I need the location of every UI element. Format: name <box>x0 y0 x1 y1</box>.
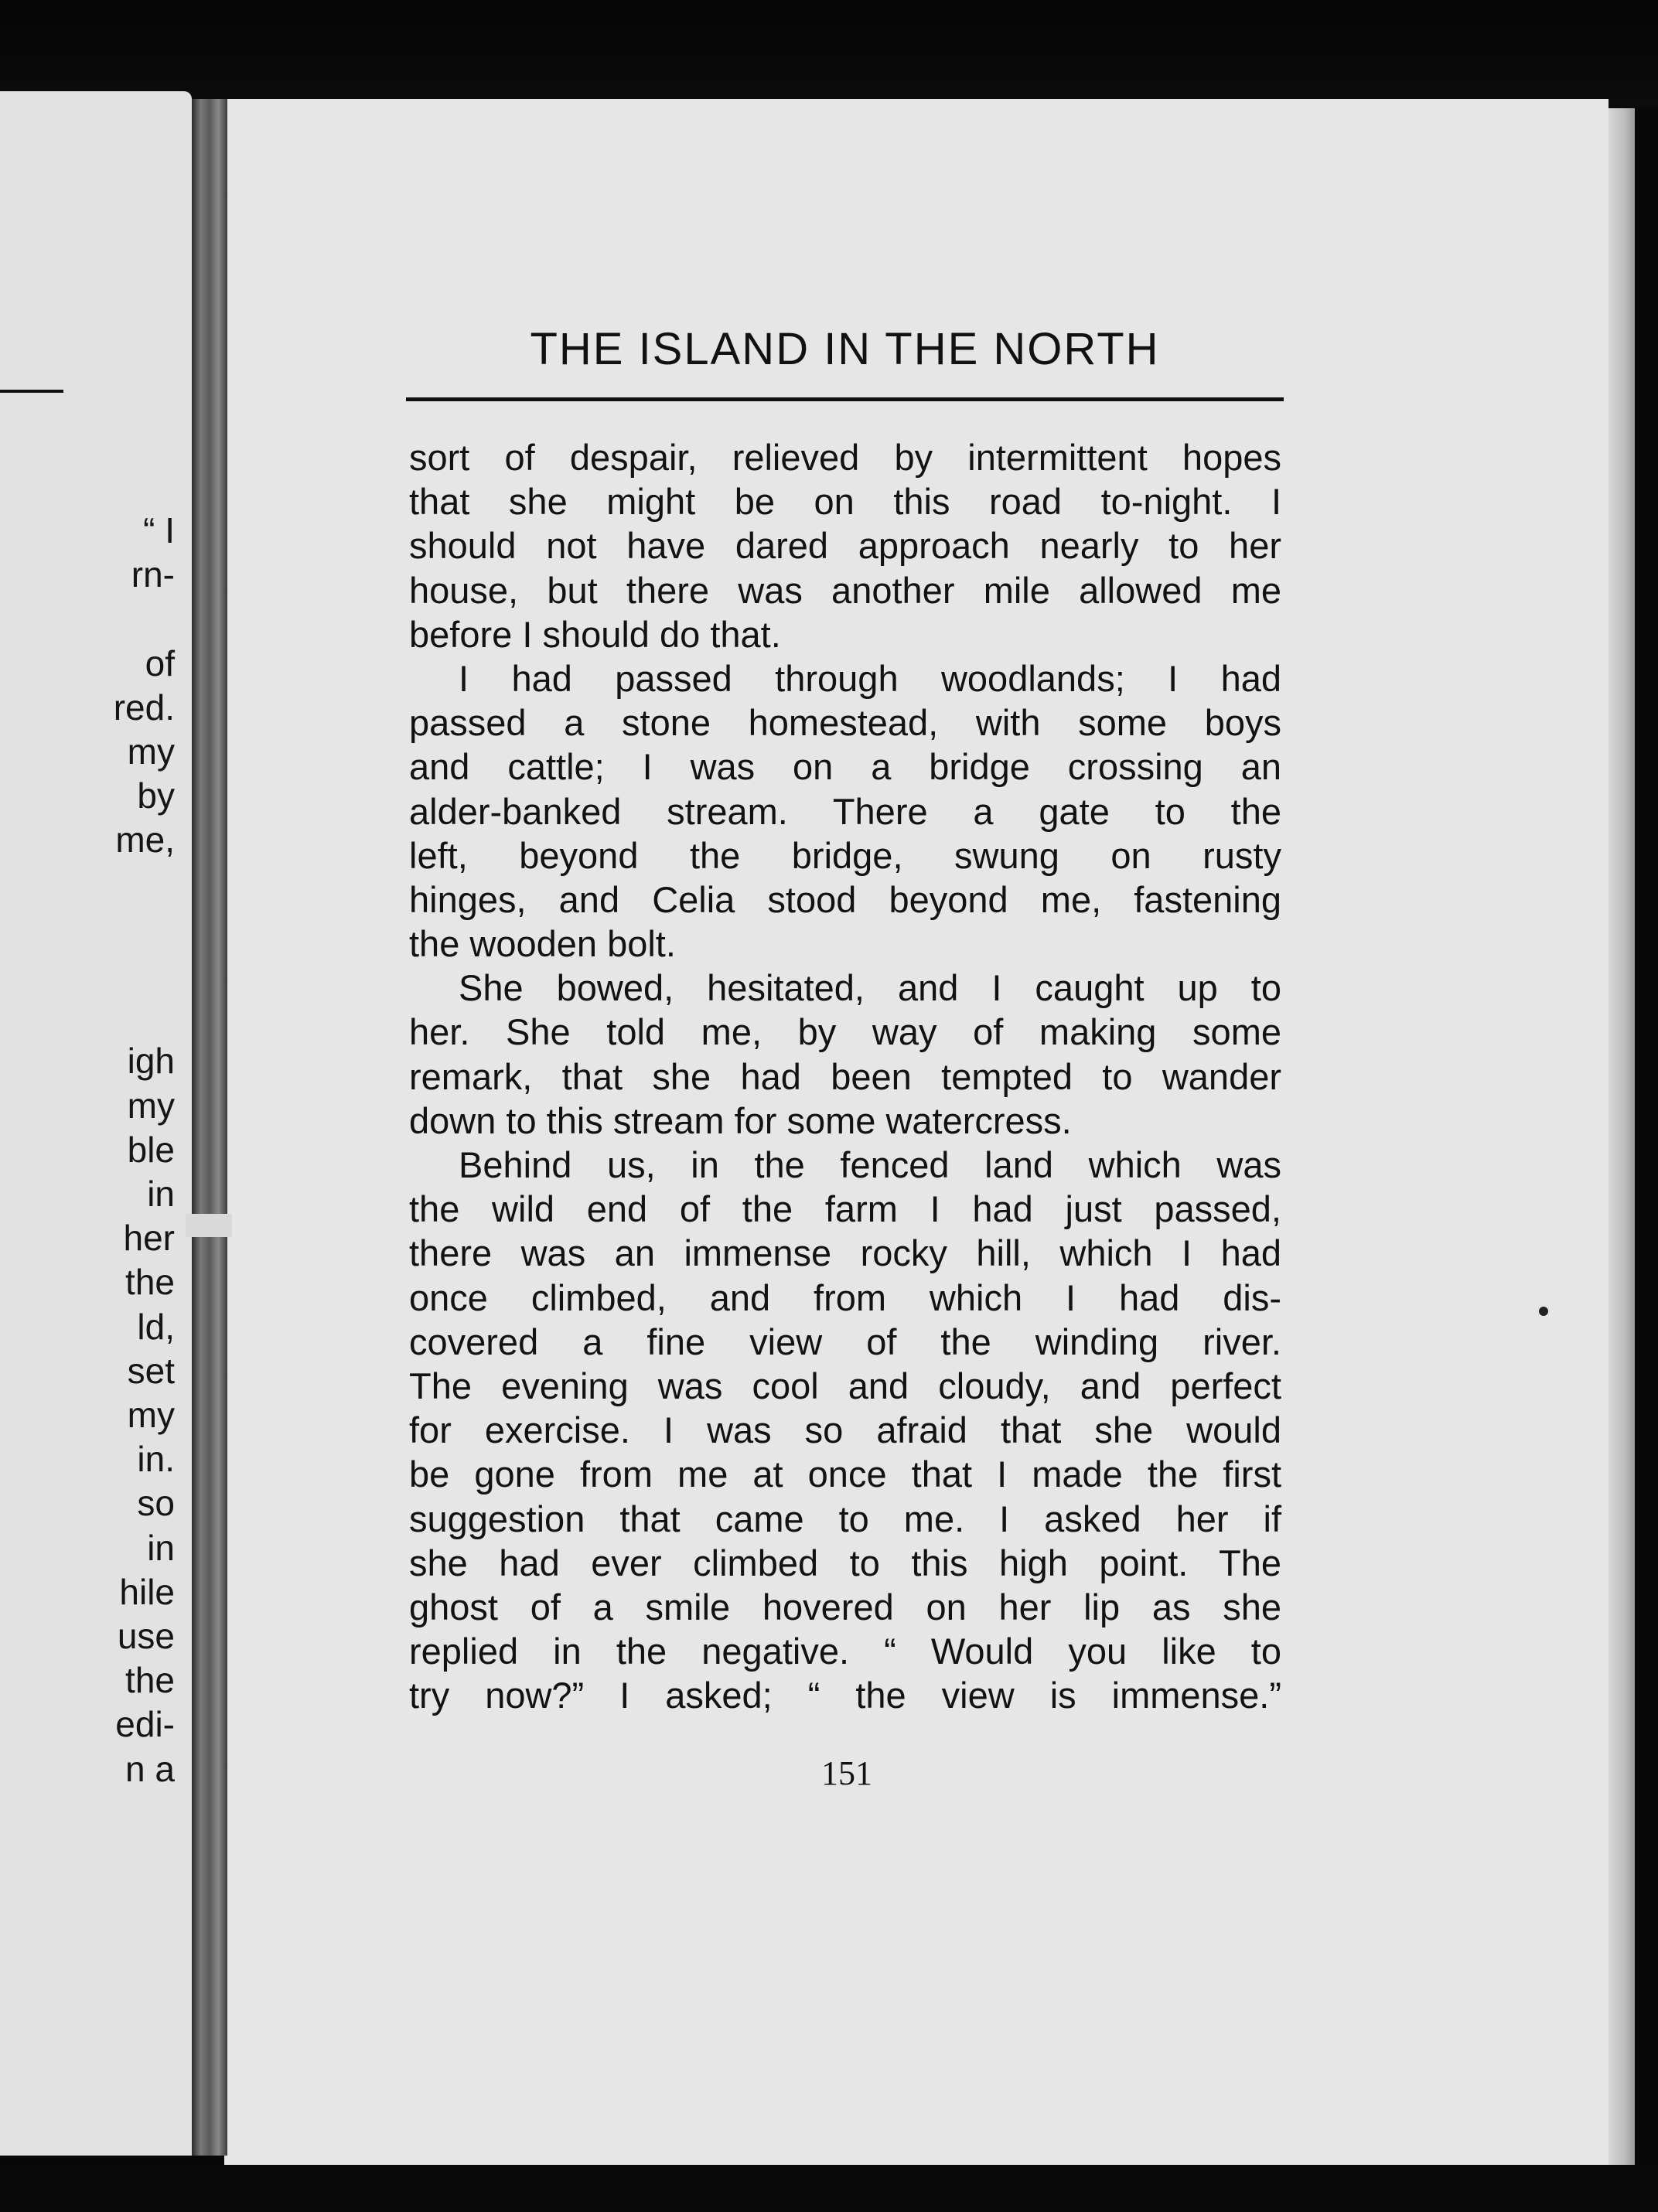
text-line: she had ever climbed to this high point. The <box>409 1542 1281 1583</box>
left-page-fragment: ld, <box>137 1306 175 1347</box>
text-line: I had passed through woodlands; I had <box>459 657 1281 699</box>
left-page-fragment: in <box>147 1527 175 1568</box>
text-line: suggestion that came to me. I asked her if <box>409 1498 1281 1539</box>
left-page-fragment: so <box>137 1483 175 1524</box>
text-line: She bowed, hesitated, and I caught up to <box>459 967 1281 1009</box>
text-line: down to this stream for some watercress. <box>409 1099 1072 1141</box>
left-page-fragment: my <box>127 731 175 772</box>
text-line: the wooden bolt. <box>409 923 676 965</box>
scan-speck <box>1539 1307 1548 1316</box>
left-page-fragment: the <box>125 1660 175 1701</box>
left-page-fragment: my <box>127 1395 175 1435</box>
text-line: house, but there was another mile allowed me <box>409 569 1281 611</box>
text-line: and cattle; I was on a bridge crossing an <box>409 746 1281 788</box>
text-line: try now?” I asked; “ the view is immense.” <box>409 1675 1281 1716</box>
left-page-fragment: in <box>147 1174 175 1214</box>
left-page-fragment: use <box>117 1616 175 1656</box>
left-page-fragment: my <box>127 1085 175 1126</box>
scan-background-bottom <box>0 2165 1658 2212</box>
text-line: be gone from me at once that I made the first <box>409 1454 1281 1495</box>
text-line: replied in the negative. “ Would you like to <box>409 1631 1281 1672</box>
text-line: that she might be on this road to-night. I <box>409 481 1281 523</box>
body-text <box>409 435 1281 1717</box>
left-page-fragment: in. <box>137 1439 175 1480</box>
text-line: The evening was cool and cloudy, and perfect <box>409 1365 1281 1406</box>
running-head-rule <box>406 397 1284 401</box>
left-page-fragment: red. <box>113 687 175 728</box>
running-head: THE ISLAND IN THE NORTH <box>530 324 1160 374</box>
page-edge <box>1609 108 1635 2173</box>
left-page-fragment: rn- <box>131 554 175 595</box>
text-line: left, beyond the bridge, swung on rusty <box>409 834 1281 876</box>
text-line: ghost of a smile hovered on her lip as she <box>409 1586 1281 1627</box>
left-page-fragment: by <box>137 775 175 816</box>
page-number: 151 <box>821 1754 872 1792</box>
spine-gap <box>186 1214 232 1237</box>
left-page-fragment: hile <box>119 1571 175 1612</box>
text-line: for exercise. I was so afraid that she would <box>409 1409 1281 1451</box>
left-page-fragment: ble <box>127 1129 175 1170</box>
left-page-fragment: edi- <box>115 1704 175 1745</box>
left-page-fragment: me, <box>115 820 175 861</box>
text-line: Behind us, in the fenced land which was <box>459 1144 1281 1185</box>
text-line: remark, that she had been tempted to wander <box>409 1055 1281 1097</box>
text-line: before I should do that. <box>409 613 781 655</box>
text-line: sort of despair, relieved by intermittent hopes <box>409 437 1281 478</box>
text-line: the wild end of the farm I had just passed, <box>409 1188 1281 1230</box>
left-page-fragment: “ I <box>143 510 175 550</box>
left-page-head-rule <box>0 390 63 393</box>
text-line: covered a fine view of the winding river. <box>409 1321 1281 1362</box>
left-page-fragment: n a <box>125 1748 175 1789</box>
left-page-fragment: igh <box>127 1041 175 1082</box>
text-line: alder-banked stream. There a gate to the <box>409 790 1281 832</box>
text-line: should not have dared approach nearly to her <box>409 525 1281 567</box>
left-page <box>0 91 192 2156</box>
left-page-fragment: of <box>145 642 175 683</box>
book-spine <box>192 99 227 2156</box>
left-page-fragment: her <box>123 1218 175 1259</box>
text-line: passed a stone homestead, with some boys <box>409 702 1281 744</box>
text-line: her. She told me, by way of making some <box>409 1011 1281 1053</box>
left-page-fragment: set <box>127 1350 175 1391</box>
text-line: once climbed, and from which I had dis- <box>409 1276 1281 1318</box>
text-line: there was an immense rocky hill, which I had <box>409 1232 1281 1274</box>
scan-background-top <box>0 0 1658 108</box>
text-line: hinges, and Celia stood beyond me, fastening <box>409 878 1281 920</box>
left-page-fragment: the <box>125 1262 175 1303</box>
